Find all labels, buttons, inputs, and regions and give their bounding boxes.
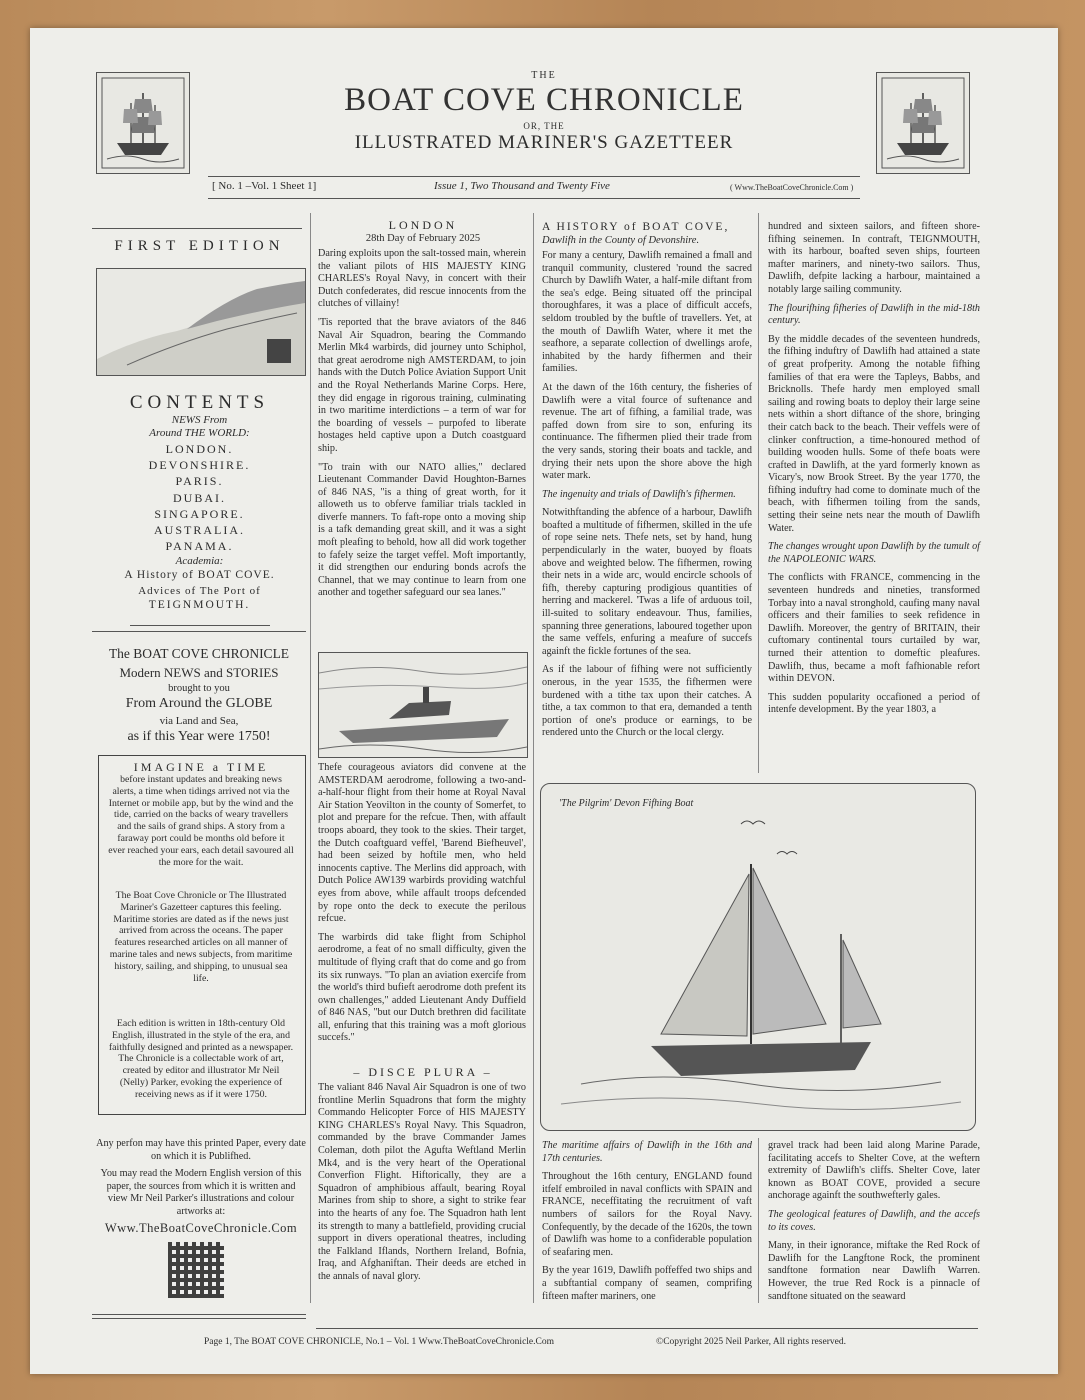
history-paragraph: Throughout the 16th century, ENGLAND found itfelf embroiled in naval conflicts with SPAIN and FRANCE, neceffitating the recruitment of vaft numbers of sailors for the Royal Navy. Confequently, by the decade of the 1620s, the town of Dawlifh was home to a confiderable population of seafaring men. [542, 1171, 752, 1258]
contents-history[interactable]: A History of BOAT COVE. [124, 569, 275, 581]
left-rule [92, 228, 302, 229]
disce-plura-paragraph: The valiant 846 Naval Air Squadron is one of two frontline Merlin Squadrons that form the mighty Commando Helicopter Force of HIS MAJESTY KING CHARLES's Royal Navy. This Squadron, commanded by the brave Commander James Coleman, doth pilot the Agufta Weftland Merlin Mk4, and is the very heart of the Operational Converfion Flight. Hiftorically, they are a Squadron of amphibious affault, bearing Royal Marines from ship to shore, a sight to strike fear into the hearts of any foe. The Squadron hath lent its strength to many a battlefield, providing crucial support in divers operational theatres, including the Falkland Iflands, Northern Ireland, Bofnia, Iraq, and Afghaniftan. Their deeds are etched in the annals of naval glory. [318, 1082, 526, 1282]
article-history [542, 250, 752, 746]
history-paragraph: gravel track had been laid along Marine Parade, facilitating accefs to Shelter Cove, at the weftern extremity of Dawlifh's cliffs. Shelter Cove, later known as BOAT COVE, provided a secure anchorage againft the southwefterly gales. [768, 1140, 980, 1202]
london-paragraph: The warbirds did take flight from Schiphol aerodrome, a feat of no small difficulty, given the multitude of flying craft that do come and go from its six runways. "To plan an aviation exercife from the world's third bufieft aerodrome doth prefent its own challenges," added Lieutenant Andy Duffield of 846 NAS, "but our Dutch brethren did facilitate all, enfuring that this training was a moft glorious succefs." [318, 931, 526, 1044]
promo-line-3: brought to you [168, 683, 230, 694]
contents-port[interactable]: TEIGNMOUTH. [148, 599, 251, 611]
article-history-continued [542, 1140, 752, 1309]
imagine-paragraph-2: The Boat Cove Chronicle or The Illustrated Mariner's Gazetteer captures this feeling. Maritime stories are dated as if the news just arrived from across the oceans. The paper features researched articles on all manner of marine tales and news subjects, from maritime history, sailing, and shipping, to unusual sea life. [109, 890, 293, 984]
contents-academia: Academia: [175, 555, 224, 567]
london-paragraph: Daring exploits upon the salt-tossed main, wherein the valiant pilots of HIS MAJESTY KING CHARLES's Royal Navy, in concert with their Dutch confederates, did rescue innocents from the clutches of villainy! [318, 248, 526, 310]
article-london-continued [318, 762, 526, 1051]
history-paragraph: For many a century, Dawlifh remained a fmall and tranquil community, clustered 'round the sacred Church by Dawlifh Water, a half-mile diftant from the sea's edge. Being situated off the principal thoroughfares, it was a place of difficult accefs, seldom troubled by the buftle of travellers. Yet, at the mouth of Dawlifh Water, where it met the seafhore, a separate collection of dwellings arofe, inhabited by the hardy fifhermen and their families. [542, 250, 752, 375]
promo-line-6: as if this Year were 1750! [127, 729, 271, 744]
column-divider [310, 213, 311, 1303]
masthead-title: BOAT COVE CHRONICLE [344, 82, 744, 118]
history-subhead: The flourifhing fifheries of Dawlifh in the mid-18th century. [768, 302, 980, 327]
history-subhead: The geological features of Dawlifh, and the accefs to its coves. [768, 1208, 980, 1233]
masthead-subtitle: ILLUSTRATED MARINER'S GAZETTEER [354, 132, 734, 153]
issue-website: ( Www.TheBoatCoveChronicle.Com ) [730, 183, 854, 192]
footer-left: Page 1, The BOAT COVE CHRONICLE, No.1 – Vol. 1 Www.TheBoatCoveChronicle.Com [204, 1337, 554, 1347]
history-subheading: Dawlifh in the County of Devonshire. [542, 235, 700, 246]
history-paragraph: By the middle decades of the seventeen hundreds, the fifhing induftry of Dawlifh had attained a state of great profperity. Among the notable fifhing families of that era were the Tapleys, Babbs, and Bricknolls. Thefe hardy men employed small sailing and rowing boats to deploy their large seine nets within a short diftance of the shore, bringing their catch back to the beach. Their veffels were of clinker conftruction, a time-honoured method of building wooden hulls. Some of thefe boats were crafted in Dawlifh, at the yard formerly known as Vicary's, now Brook Street. By the year 1770, the fifhing induftry had come to dominate much of the beach, with fifhermen toiling from the sands, setting their seine nets near the mouth of Dawlifh Water. [768, 333, 980, 534]
history-subhead: The ingenuity and trials of Dawlifh's fifhermen. [542, 488, 736, 500]
history-paragraph: As if the labour of fifhing were not sufficiently onerous, in the year 1535, the fifhermen were burdened with a tithe tax upon their catches. A tithe, a tax common to that era, demanded a tenth portion of one's produce or earnings, to be rendered unto the Church or the local clergy. [542, 664, 752, 739]
history-subhead: The changes wrought upon Dawlifh by the tumult of the NAPOLEONIC WARS. [768, 541, 980, 565]
masthead-rule-lower [208, 198, 860, 199]
article-history-col4-continued [768, 1140, 980, 1309]
column-divider [533, 213, 534, 1303]
footer-rule [316, 1328, 978, 1329]
history-paragraph: Notwithftanding the abfence of a harbour, Dawlifh boafted a multitude of fifhermen, skilled in the ufe of rope seine nets. Thefe nets, set by hand, hung perpendicularly in the water, buoyed by floats above and weighted below. The fifhermen, rowing their nets in a wide arc, would encircle schools of fifh, thereby capturing prodigious quantities of herring and mackerel. 'Twas a life of arduous toil, ill-suited to solitary endeavour. Thus, families, spanning three generations, laboured together upon the same veffels, enfuring a meafure of succefs againft the fickle fortunes of the sea. [542, 507, 752, 657]
sailboat-icon [541, 784, 975, 1130]
history-heading: A HISTORY of BOAT COVE, [542, 221, 730, 233]
promo-line-2: Modern NEWS and STORIES [119, 665, 279, 680]
imagine-paragraph-3: Each edition is written in 18th-century Old English, illustrated in the style of the era, and faithfully designed and printed as a newspaper. The Chronicle is a collectable work of art, created by editor and illustrator Mr Neil (Nelly) Parker, evoking the experience of receiving news as if it were 1750. [108, 1018, 294, 1100]
contents-advices[interactable]: Advices of The Port of [138, 585, 261, 597]
coastline-illustration [96, 268, 306, 376]
promo-line-1: The BOAT COVE CHRONICLE [108, 646, 290, 661]
london-paragraph: Thefe courageous aviators did convene at the AMSTERDAM aerodrome, following a two-and-a-half-hour flight from their home at Royal Naval Air Station Yeovilton in the county of Somerfet, to plot and prepare for the refcue. Then, with affault troops aboard, they took to the skies. Their target, the Dutch coaftguard veffel, 'Barend Biefheuvel', had been seized by hoftile men, who held innocents captive. The Merlins did approach, with Dutch Police AW139 warbirds providing watchful eyes from above, while affault troops defcended by rope onto the deck to execute the perilous refcue. [318, 762, 526, 925]
history-paragraph: hundred and sixteen sailors, and fifteen shore-fifhing seinemen. In contraft, TEIGNMOUTH, with its harbour, boafted seven ships, fourteen mafter mariners, and ninety-two sailors. Thus, Dawlifh, defpite lacking a harbour, maintained a notably large sailing community. [768, 221, 980, 295]
london-paragraph: 'Tis reported that the brave aviators of the 846 Naval Air Squadron, bearing the Commando Merlin Mk4 warbirds, did journey unto Schiphol, that great aerodrome nigh AMSTERDAM, to join hands with the Dutch Police Aviation Support Unit and the Royal Netherlands Marine Corps. Here, they did engage in rigorous training, culminating in two maritime interdictions – a term of war for the boarding of vessels – purpofed to liberate hostages held captive upon a Dutch coastguard ship. [318, 316, 526, 454]
left-rule [92, 631, 306, 632]
qr-code-small [267, 339, 291, 363]
edition-label: FIRST EDITION [114, 238, 285, 254]
contents-item[interactable]: LONDON. [165, 442, 234, 456]
history-paragraph: By the year 1619, Dawlifh poffeffed two ships and a subftantial company of seamen, comprifing fifteen mafter mariners, one [542, 1265, 752, 1302]
history-paragraph: The conflicts with FRANCE, commencing in the seventeen hundreds and nineties, transformed Torbay into a naval stronghold, caufing many naval officers and their families to seek refidence in Dawlifh. Moreover, the gentry of BRITAIN, their cuftomary continental tours curtailed by war, turned their attention to domeftic pleafures. Dawlifh, thus, became a moft fafhionable refort within DEVON. [768, 572, 980, 685]
left-rule [130, 625, 270, 626]
contents-news: NEWS From [171, 414, 228, 426]
dateline-city: LONDON [388, 218, 458, 232]
masthead-or: OR, THE [523, 121, 565, 131]
contents-title: CONTENTS [129, 392, 270, 413]
dateline-date: 28th Day of February 2025 [365, 233, 481, 244]
footer-copyright: ©Copyright 2025 Neil Parker, All rights reserved. [656, 1337, 846, 1347]
illustration-caption: 'The Pilgrim' Devon Fifhing Boat [559, 798, 694, 809]
contents-item[interactable]: PARIS. [175, 474, 224, 489]
article-history-col4 [768, 221, 980, 723]
history-subhead: The maritime affairs of Dawlifh in the 16th and 17th centuries. [542, 1140, 752, 1164]
contents-places [92, 441, 307, 554]
history-paragraph: This sudden popularity occafioned a period of intenfe development. By the year 1803, a [768, 691, 980, 716]
warship-illustration [318, 652, 528, 758]
fishing-boat-illustration [540, 783, 976, 1131]
column-divider [758, 1138, 759, 1303]
promo-line-5: via Land and Sea, [159, 715, 239, 727]
masthead-the: THE [531, 70, 557, 81]
column-divider [758, 213, 759, 773]
issue-number: [ No. 1 –Vol. 1 Sheet 1] [212, 180, 317, 192]
imagine-title: IMAGINE a TIME [133, 760, 269, 774]
contents-item[interactable]: AUSTRALIA. [154, 523, 245, 538]
contents-item[interactable]: DEVONSHIRE. [148, 458, 251, 473]
qr-code-icon[interactable] [168, 1242, 224, 1298]
notice-paragraph-1: Any perfon may have this printed Paper, every date on which it is Publifhed. [96, 1138, 306, 1162]
masthead-rule [208, 176, 860, 177]
imagine-paragraph-1: before instant updates and breaking news alerts, a time when tidings arrived not via the Internet or mobile app, but by the wind and the tide, carried on the backs of weary travellers and the sails of grand ships. A story from a faraway port could be months old before it ever reached your ears, each detail savoured all the more for the wait. [108, 774, 294, 868]
notice-paragraph-2: You may read the Modern English version of this paper, the sources from which it is written and view Mr Neil Parker's illustrations and colour artworks at: [100, 1168, 302, 1217]
promo-line-4: From Around the GLOBE [125, 696, 273, 711]
contents-item[interactable]: DUBAI. [173, 490, 226, 505]
issue-date: Issue 1, Two Thousand and Twenty Five [434, 180, 610, 192]
contents-item[interactable]: PANAMA. [165, 539, 234, 554]
history-paragraph: Many, in their ignorance, miftake the Red Rock of Dawlifh for the Langftone Rock, the prominent sandftone formation near Dawlifh Warren. However, the true Red Rock is a pinnacle of sandftone situated on the seaward [768, 1240, 980, 1302]
contents-world: Around THE WORLD: [149, 427, 250, 439]
notice-url[interactable]: Www.TheBoatCoveChronicle.Com [104, 1221, 298, 1235]
london-paragraph: "To train with our NATO allies," declared Lieutenant Commander David Houghton-Barnes of 846 NAS, "is a thing of great worth, for it alloweth us to obferve familiar trials tackled in diverfe manners. To faft-rope onto a moving ship is a tafk demanding great skill, and it was a sight moft pleafing to behold, how all did work together to fafely seize the target veffel. Moft importantly, it did strengthen our enduring bonds acrofs the Channel, that we may continue to learn from one another and together safeguard our sea lanes." [318, 461, 526, 599]
newspaper-page [30, 28, 1058, 1374]
disce-plura-heading: – DISCE PLURA – [353, 1065, 493, 1079]
history-paragraph: At the dawn of the 16th century, the fisheries of Dawlifh were a vital fource of suftenance and revenue. The art of fifhing, a familial trade, was paffed down from sire to son, enfuring its continuance. The fifhermen plied their trade from the very sands, storing their boats and tackle, and drying their nets upon the shore above the high water mark. [542, 381, 752, 482]
left-bottom-rule [92, 1314, 306, 1319]
article-london [318, 248, 526, 606]
contents-item[interactable]: SINGAPORE. [154, 506, 245, 521]
